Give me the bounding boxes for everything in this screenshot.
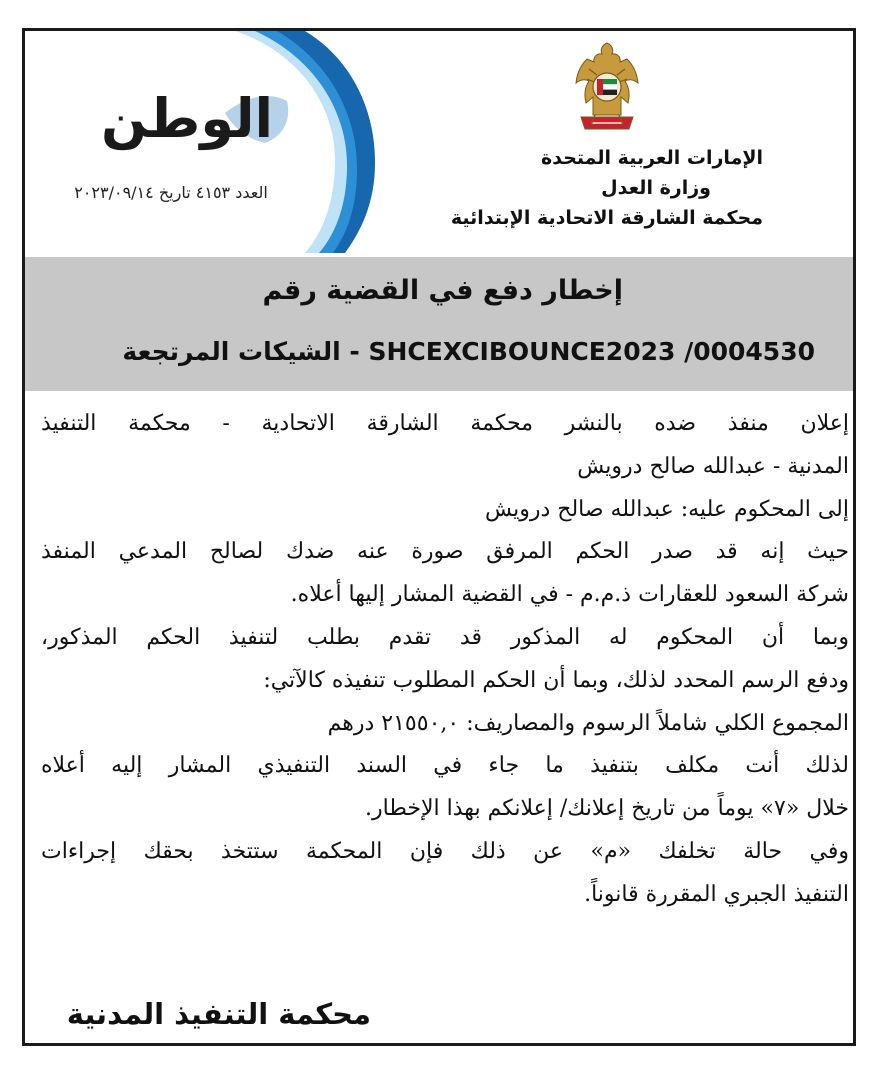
government-lines — [403, 143, 763, 233]
body-line-7: ودفع الرسم المحدد لذلك، وبما أن الحكم المطلوب تنفيذه كالآتي: — [263, 667, 849, 693]
body-line-11: وفي حالة تخلفك «م» عن ذلك فإن المحكمة ستتخذ بحقك إجراءات — [41, 838, 849, 864]
court-name: محكمة الشارقة الاتحادية الإبتدائية — [450, 207, 763, 229]
body-line-4: حيث إنه قد صدر الحكم المرفق صورة عنه ضدك لصالح المدعي المنفذ — [41, 539, 849, 565]
body-line-1: إعلان منفذ ضده بالنشر محكمة الشارقة الاتحادية - محكمة التنفيذ — [41, 411, 849, 436]
body-line-8: المجموع الكلي شاملاً الرسوم والمصاريف: ٢١٥٥٠,٠ درهم — [327, 710, 849, 736]
body-line-10: خلال «٧» يوماً من تاريخ إعلانك/ إعلانكم بهذا الإخطار. — [365, 796, 849, 822]
signature: محكمة التنفيذ المدنية — [66, 997, 371, 1031]
case-number: SHCEXCIBOUNCE2023 /0004530 - الشيكات المرتجعة — [122, 337, 815, 366]
body-line-6: وبما أن المحكوم له المذكور قد تقدم بطلب لتنفيذ الحكم المذكور، — [41, 624, 849, 650]
notice-frame — [22, 28, 856, 1046]
country-name: الإمارات العربية المتحدة — [541, 147, 763, 169]
body-line-2: المدنية - عبدالله صالح درويش — [577, 453, 849, 479]
notice-title: إخطار دفع في القضية رقم — [262, 275, 623, 306]
newspaper-name: الوطن — [100, 87, 274, 150]
body-line-12: التنفيذ الجبري المقررة قانوناً. — [584, 881, 849, 907]
issue-number-date: العدد ٤١٥٣ تاريخ ٢٠٢٣/٠٩/١٤ — [74, 183, 268, 202]
notice-header — [25, 31, 853, 253]
uae-falcon-emblem-icon — [567, 39, 647, 139]
title-band — [25, 257, 853, 391]
body-line-9: لذلك أنت مكلف بتنفيذ ما جاء في السند التنفيذي المشار إليه أعلاه — [41, 753, 849, 779]
ministry-name: وزارة العدل — [601, 177, 711, 199]
notice-body — [41, 403, 849, 917]
body-line-5: شركة السعود للعقارات ذ.م.م - في القضية المشار إليها أعلاه. — [290, 582, 849, 608]
body-line-3: إلى المحكوم عليه: عبدالله صالح درويش — [485, 496, 849, 522]
